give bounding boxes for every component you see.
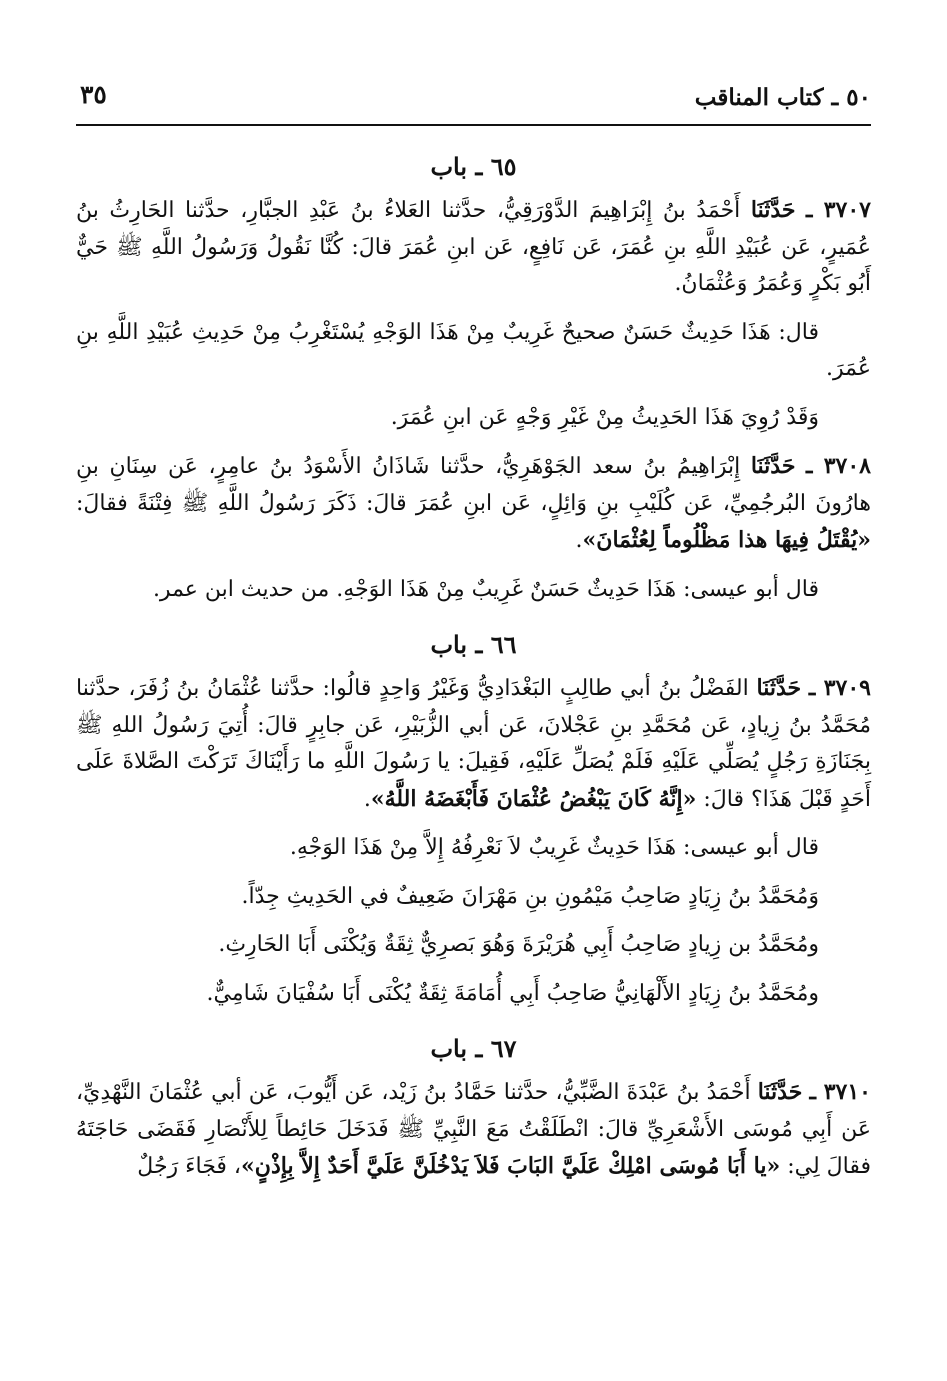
- commentary: وَقَدْ رُوِيَ هَذَا الحَدِيثُ مِنْ غَيْرِ وَجْهٍ عَن ابنِ عُمَرَ.: [390, 404, 819, 430]
- hadith-text: إِبْرَاهِيمُ بنُ سعد الجَوْهَرِيُّ، حدَّثنا شَاذَانُ الأَسْوَدُ بنُ عامِرٍ، عَن سِنَانِ بنِ هارُونَ البُرجُمِيِّ، عَن كُلَيْبِ بنِ وَائِلٍ، عَن ابنِ عُمَرَ قالَ: ذَكَرَ رَسُولُ اللَّهِ ﷺ فِتْنَةً فقالَ:: [76, 454, 871, 516]
- hadith-3707: [76, 192, 871, 303]
- haddathana: حَدَّثَنَا: [750, 197, 796, 223]
- commentary: قال: هَذَا حَدِيثٌ حَسَنٌ صحيحٌ غَرِيبٌ مِنْ هَذَا الوَجْهِ يُسْتَغْرِبُ مِنْ حَدِيثِ عُبَيْدِ اللَّهِ بنِ عُمَرَ.: [76, 319, 871, 381]
- haddathana: حَدَّثَنَا: [756, 675, 802, 701]
- hadith-text: أَحْمَدُ بنُ إِبْرَاهِيمَ الدَّوْرَقِيُّ، حدَّثنا العَلاءُ بنُ عَبْدِ الجبَّارِ، حدَّثنا الحَارِثُ بنُ عُمَيرٍ، عَن عُبَيْدِ اللَّهِ بنِ عُمَرَ، عَن نَافِعٍ، عَن ابنِ عُمَرَ قالَ: كُنَّا نَقُولُ وَرَسُولُ اللَّهِ ﷺ حَيٌّ أَبُو بَكْرٍ وَعُمَرُ وَعُثْمَانُ.: [76, 198, 871, 296]
- hadith-3710: [76, 1074, 871, 1186]
- commentary: ومُحَمَّدُ بنُ زِيَادٍ الأَلْهَانِيُّ صَاحِبُ أَبِي أُمَامَةَ ثِقَةٌ يُكْنَى أَبَا سُفْيَانَ شَامِيٌّ.: [206, 980, 819, 1006]
- hadith-number: ٣٧١٠ ـ: [809, 1079, 871, 1105]
- running-title: ٥٠ ـ كتاب المناقب: [694, 84, 871, 111]
- chapter-heading: ٦٥ ـ باب: [430, 152, 517, 181]
- hadith-tail: .: [363, 786, 371, 812]
- hadith-number: ٣٧٠٧ ـ: [806, 197, 871, 223]
- chapter-heading: ٦٦ ـ باب: [430, 630, 517, 659]
- prophetic-quote: «يُقْتَلُ فِيهَا هذا مَظْلُوماً لِعُثْمَانَ»: [582, 527, 871, 553]
- commentary: ومُحَمَّدُ بن زِيادٍ صَاحِبُ أَبِي هُرَيْرَةَ وَهُوَ بَصرِيٌّ ثِقَةٌ وَيُكْنَى أَبَا الحَارِثِ.: [218, 932, 819, 957]
- chapter-heading: ٦٧ ـ باب: [430, 1034, 517, 1063]
- haddathana: حَدَّثَنَا: [757, 1079, 803, 1105]
- commentary: وَمُحَمَّدُ بنُ زِيَادٍ صَاحِبُ مَيْمُونِ بنِ مَهْرَانَ ضَعِيفٌ في الحَدِيثِ جِدّاً.: [241, 883, 819, 909]
- prophetic-quote: «يا أَبَا مُوسَى امْلِكْ عَلَيَّ البَابَ فَلاَ يَدْخُلَنَّ عَلَيَّ أَحَدٌ إِلاَّ بِإِذْنٍ»: [241, 1153, 781, 1179]
- hadith-3708: [76, 448, 871, 560]
- hadith-tail: .: [575, 528, 583, 553]
- hadith-text: الفَضْلُ بنُ أبي طالِبٍ البَغْدَادِيُّ وَغَيْرُ وَاحِدٍ قالُوا: حدَّثنا عُثْمَانُ بنُ زُفَرَ، حدَّثنا مُحَمَّدُ بنُ زِيادٍ، عَن مُحَمَّدِ بنِ عَجْلانَ، عَن أبي الزُّبَيْرِ، عَن جابِرٍ قالَ: أُتِيَ رَسُولُ اللهِ ﷺ بِجَنَازَةِ رَجُلٍ يُصَلِّي عَلَيْهِ فَلَمْ يُصَلِّ عَلَيْهِ، فَقِيلَ: يا رَسُولَ اللَّهِ ما رَأَيْنَاكَ تَرَكْتَ الصَّلاةَ عَلَى أَحَدٍ قَبْلَ هَذَا؟ قالَ:: [76, 676, 871, 812]
- hadith-number: ٣٧٠٩ ـ: [808, 675, 871, 701]
- commentary: قال أبو عيسى: هَذَا حَدِيثٌ حَسَنٌ غَرِيبٌ مِنْ هَذَا الوَجْهِ. من حديث ابن عمر.: [152, 576, 819, 602]
- page-header: [76, 76, 871, 116]
- haddathana: حَدَّثَنَا: [750, 453, 796, 479]
- commentary: قال أبو عيسى: هَذَا حَدِيثٌ غَرِيبٌ لاَ نَعْرِفُهُ إِلاَّ مِنْ هَذَا الوَجْهِ.: [289, 835, 819, 860]
- hadith-tail: ، فَجَاءَ رَجُلٌ: [137, 1154, 242, 1179]
- header-rule: [76, 124, 871, 126]
- hadith-text: أَحْمَدُ بنُ عَبْدَةَ الضَّبِّيُّ، حدَّثنا حَمَّادُ بنُ زَيْد، عَن أَيُّوبَ، عَن أبي عُثْمَانَ النَّهْدِيِّ، عَن أَبِي مُوسَى الأَشْعَرِيِّ قالَ: انْطَلَقْتُ مَعَ النَّبِيِّ ﷺ فَدَخَلَ حَائِطاً لِلأَنْصَارِ فَقَضَى حَاجَتَهُ فقالَ لِي:: [76, 1080, 871, 1179]
- hadith-3709: [76, 670, 871, 818]
- page-number: ٣٥: [80, 80, 107, 109]
- prophetic-quote: «إِنَّهُ كَانَ يَبْغُضُ عُثْمَانَ فَأَبْغَضَهُ اللَّهُ»: [370, 785, 697, 812]
- hadith-number: ٣٧٠٨ ـ: [806, 453, 871, 479]
- page-body: [76, 140, 871, 1198]
